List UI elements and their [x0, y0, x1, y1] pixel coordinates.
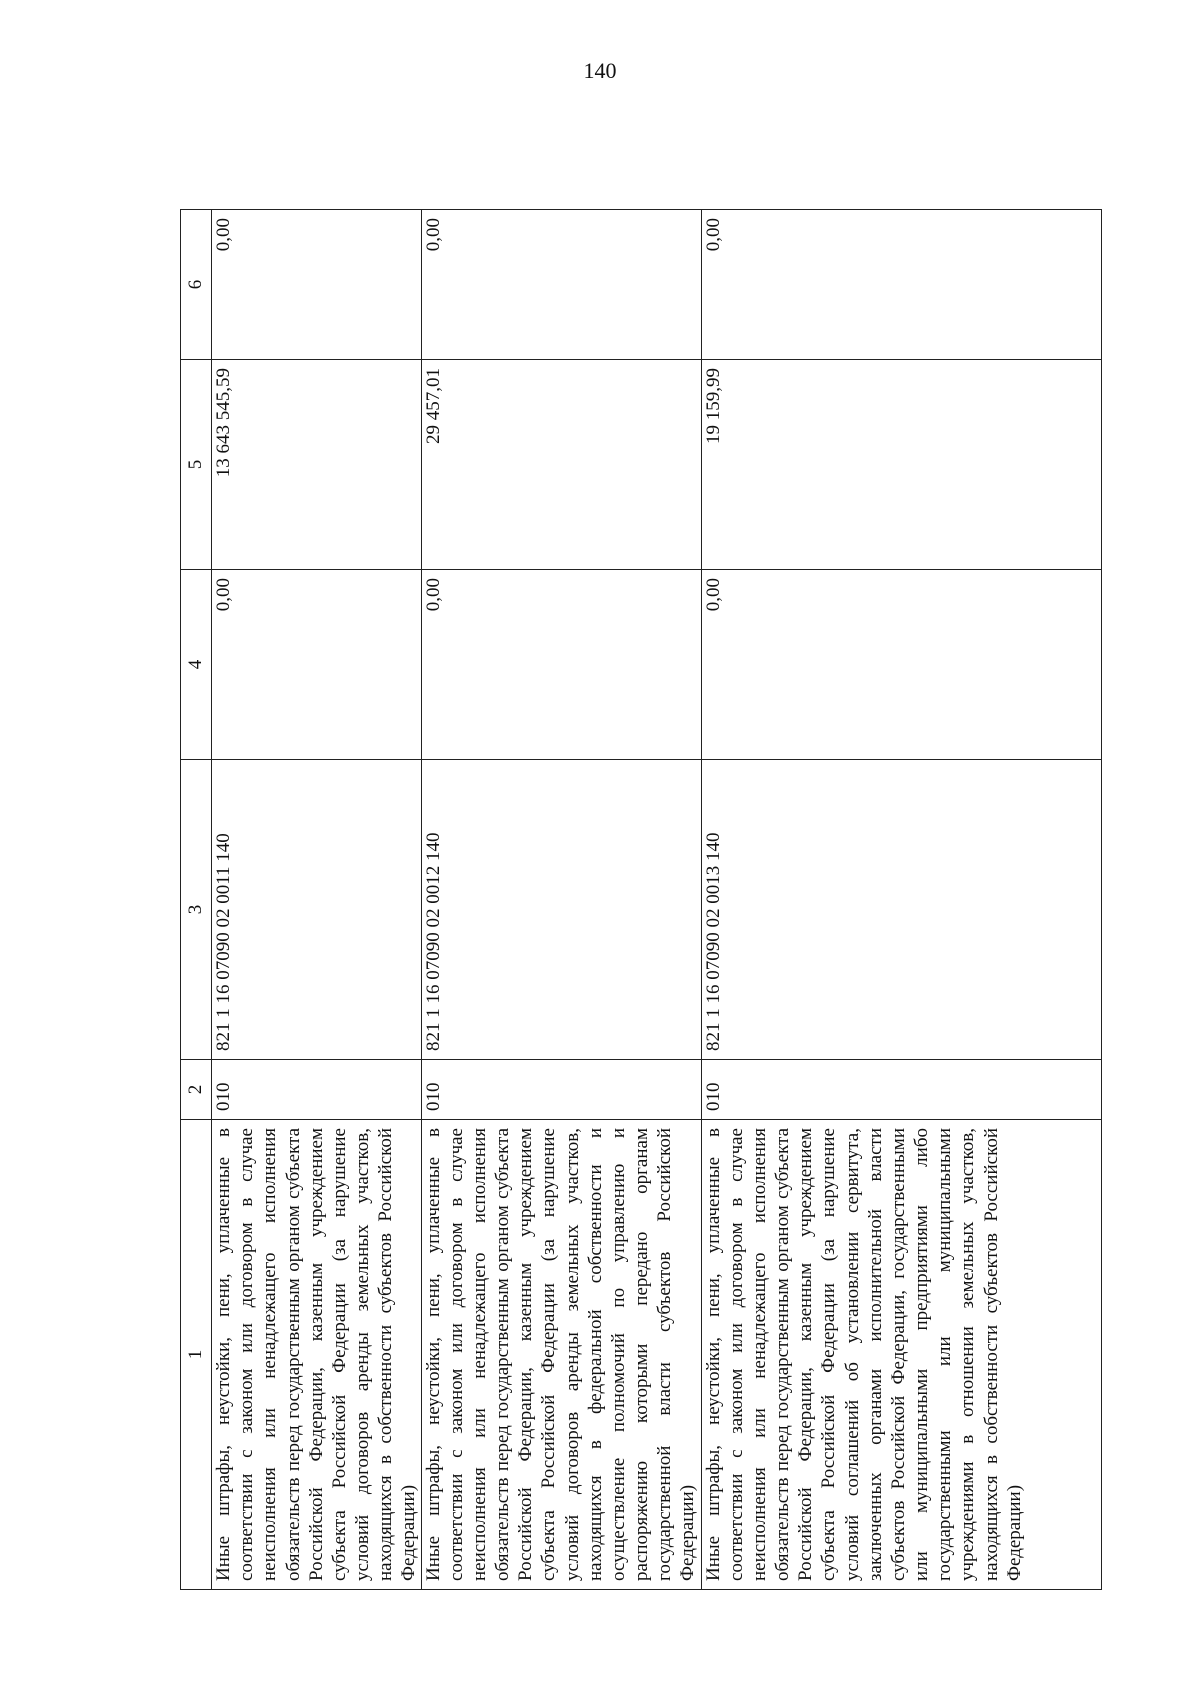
budget-classification-code: 821 1 16 07090 02 0012 140: [421, 760, 701, 1060]
column-5-value: 19 159,99: [701, 360, 1101, 570]
page-number: 140: [583, 58, 617, 83]
revenue-table: [180, 209, 1102, 1590]
column-4-value: 0,00: [701, 570, 1101, 760]
table-row: [212, 210, 422, 1590]
column-5-value: 13 643 545,59: [212, 360, 422, 570]
budget-classification-code: 821 1 16 07090 02 0011 140: [212, 760, 422, 1060]
column-number: 1: [181, 1120, 212, 1590]
group-code: 010: [421, 1060, 701, 1120]
table-row: [701, 210, 1101, 1590]
column-6-value: 0,00: [421, 210, 701, 360]
column-4-value: 0,00: [212, 570, 422, 760]
table-row: [421, 210, 701, 1590]
column-number: 2: [181, 1060, 212, 1120]
revenue-description: Иные штрафы, неустойки, пени, уплаченные в соответствии с законом или договором в случае неисполнения или ненадлежащего исполнения обязательств перед государственным органом субъекта Российской Федерации, казенным учреждением субъекта Российской Федерации (за нарушение условий договоров аренды земельных участков, находящихся в собственности субъектов Российской Федерации): [212, 1120, 422, 1590]
group-code: 010: [212, 1060, 422, 1120]
revenue-description: Иные штрафы, неустойки, пени, уплаченные в соответствии с законом или договором в случае неисполнения или ненадлежащего исполнения обязательств перед государственным органом субъекта Российской Федерации, казенным учреждением субъекта Российской Федерации (за нарушение условий соглашений об установлении сервитута, заключенных органами исполнительной власти субъектов Российской Федерации, государственными или муниципальными предприятиями либо государственными или муниципальными учреждениями в отношении земельных участков, находящихся в собственности субъектов Российской Федерации): [701, 1120, 1101, 1590]
column-number: 4: [181, 570, 212, 760]
column-number-row: [181, 210, 212, 1590]
column-4-value: 0,00: [421, 570, 701, 760]
revenue-description: Иные штрафы, неустойки, пени, уплаченные в соответствии с законом или договором в случае неисполнения или ненадлежащего исполнения обязательств перед государственным органом субъекта Российской Федерации, казенным учреждением субъекта Российской Федерации (за нарушение условий договоров аренды земельных участков, находящихся в федеральной собственности и осуществление полномочий по управлению и распоряжению которыми передано органам государственной власти субъектов Российской Федерации): [421, 1120, 701, 1590]
column-5-value: 29 457,01: [421, 360, 701, 570]
column-number: 3: [181, 760, 212, 1060]
column-number: 6: [181, 210, 212, 360]
rotated-table-container: [180, 210, 1095, 1590]
column-6-value: 0,00: [212, 210, 422, 360]
group-code: 010: [701, 1060, 1101, 1120]
column-6-value: 0,00: [701, 210, 1101, 360]
column-number: 5: [181, 360, 212, 570]
budget-classification-code: 821 1 16 07090 02 0013 140: [701, 760, 1101, 1060]
